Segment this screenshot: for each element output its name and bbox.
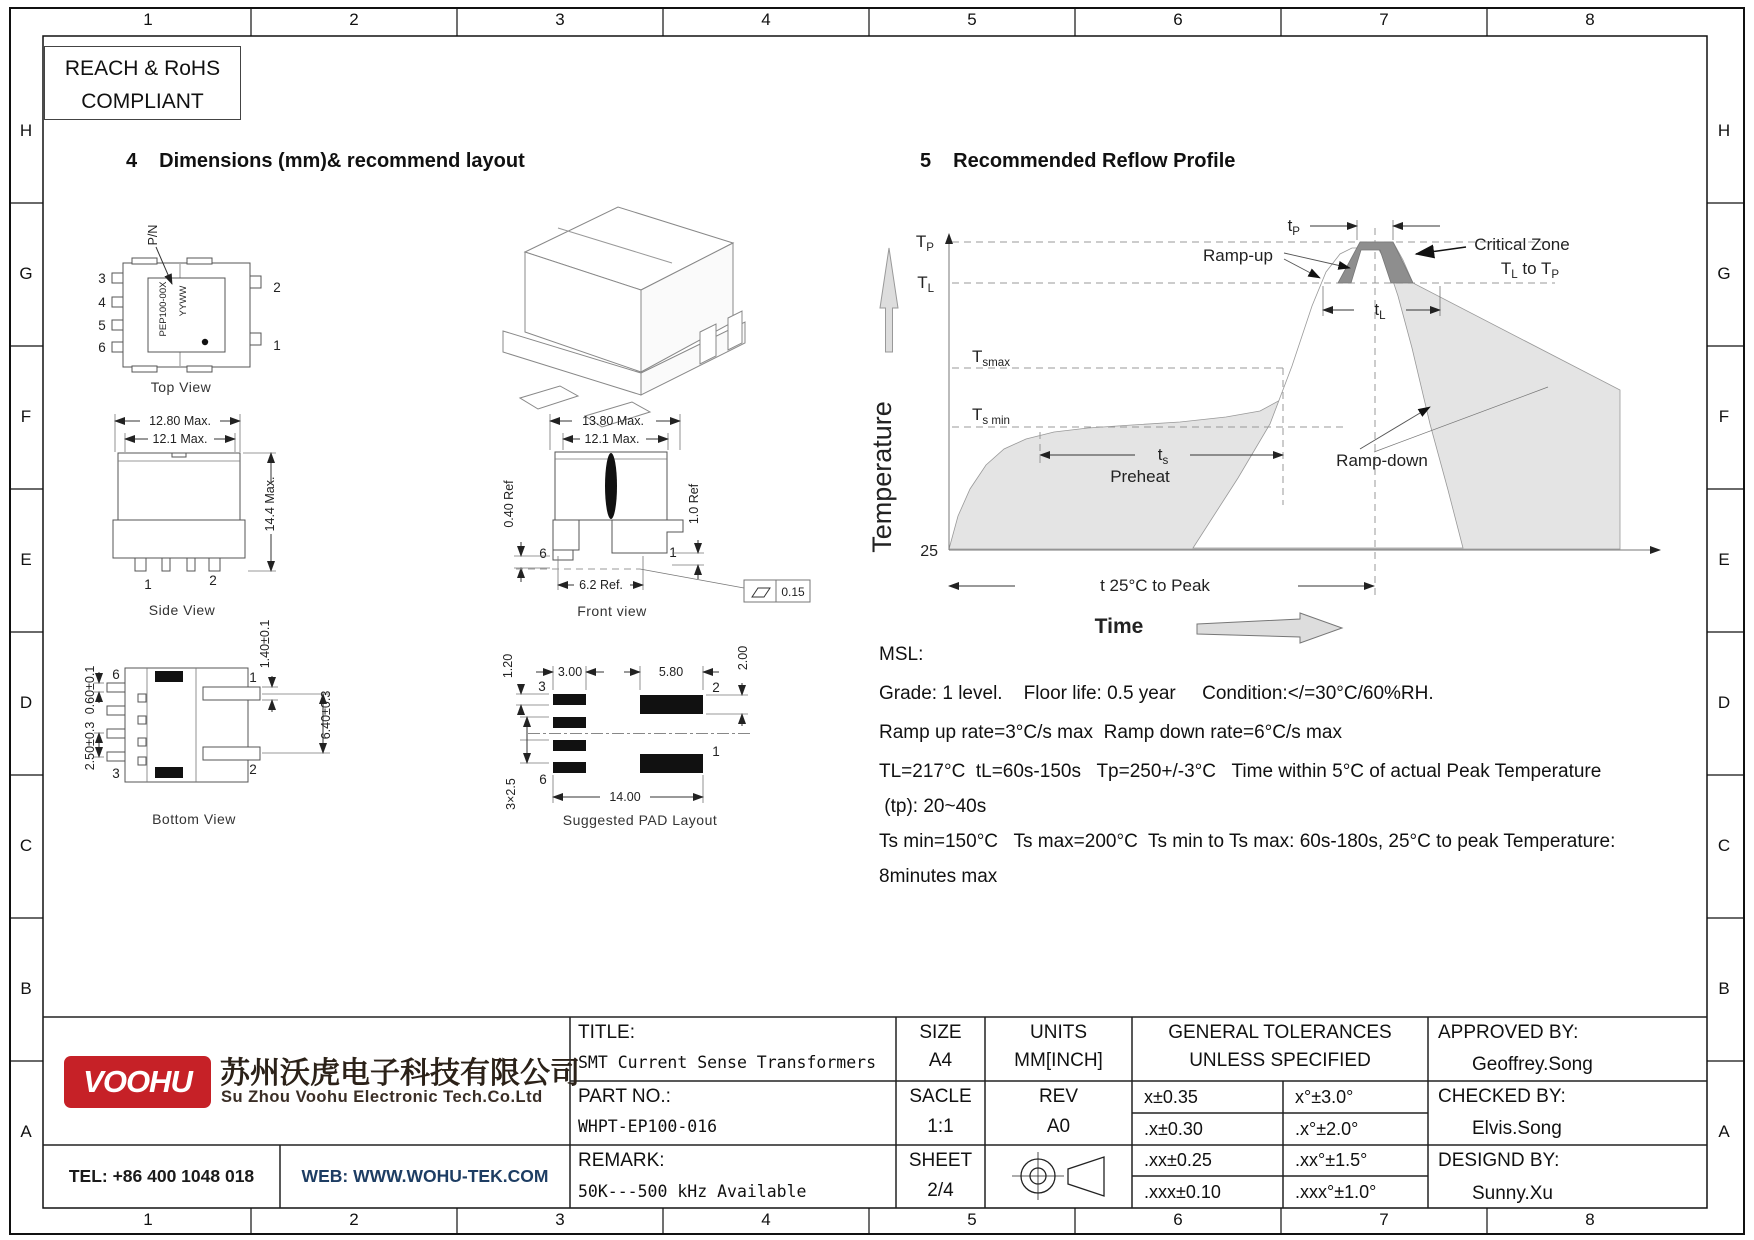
grid-col-label: 2 xyxy=(349,10,359,29)
grid-col-label: 2 xyxy=(349,1210,359,1229)
pad-layout-dim: 14.00 xyxy=(609,790,641,804)
grid-row-label: B xyxy=(20,979,32,998)
front-view-dim: 12.1 Max. xyxy=(584,432,640,446)
pad-layout-dim: 5.80 xyxy=(658,665,684,679)
remark-label: REMARK: xyxy=(578,1150,665,1171)
grid-row-label: A xyxy=(1718,1122,1730,1141)
msl-line: 8minutes max xyxy=(879,866,998,887)
reflow-profile-chart xyxy=(867,216,1660,643)
y-level-tsmin: $T_{s min}$ xyxy=(972,405,1010,427)
grid-row-label: E xyxy=(20,550,32,569)
front-view-caption: Front view xyxy=(577,603,647,619)
grid-row-label: C xyxy=(1717,836,1731,855)
bottom-view-dim: 2.50±0.3 xyxy=(83,721,97,771)
top-view-drawing xyxy=(98,225,281,395)
pad-layout-pin-label: 3 xyxy=(538,679,546,694)
bottom-view-dim: 1.40±0.1 xyxy=(258,619,272,669)
grid-col-label: 6 xyxy=(1173,10,1183,29)
compliance-line2: COMPLIANT xyxy=(81,89,204,113)
bottom-view-pin-label: 1 xyxy=(249,670,257,685)
grid-row-label: D xyxy=(1717,693,1731,712)
top-view-pin-label: 3 xyxy=(98,271,106,286)
section-title: Recommended Reflow Profile xyxy=(953,150,1236,172)
front-view-dim: 1.0 Ref xyxy=(687,483,701,525)
bottom-view-dim: 6.40±0.3 xyxy=(319,690,333,740)
rev-label: REV xyxy=(1038,1086,1079,1107)
pad-layout-caption: Suggested PAD Layout xyxy=(562,812,718,828)
bottom-view-dim: 0.60±0.1 xyxy=(83,665,97,715)
tolerance-cell: .xx±0.25 xyxy=(1144,1150,1212,1170)
bottom-view-drawing xyxy=(83,620,333,827)
t25-to-peak-label: t 25°C to Peak xyxy=(1100,576,1210,595)
grid-row-label: H xyxy=(1717,121,1731,140)
msl-line: Ts min=150°C Ts max=200°C Ts min to Ts max: 60s-180s, 25°C to peak Temperature: xyxy=(879,831,1616,852)
x-axis-title: Time xyxy=(1094,615,1144,638)
company-logo xyxy=(64,1056,211,1108)
front-view-dim: 13.80 Max. xyxy=(582,414,644,428)
grid-col-label: 3 xyxy=(555,1210,565,1229)
section-number: 5 xyxy=(920,150,932,172)
pad-layout-dim: 3.00 xyxy=(557,665,583,679)
temperature-axis-arrow-icon xyxy=(880,248,898,352)
tolerance-cell: .xxx±0.10 xyxy=(1144,1182,1221,1202)
origin-label: 25 xyxy=(920,543,938,560)
section-title: Dimensions (mm)& recommend layout xyxy=(159,150,525,172)
msl-line: MSL: xyxy=(879,644,924,665)
projection-symbol-icon xyxy=(1012,1152,1104,1200)
winding-gap xyxy=(605,453,617,519)
compliance-badge xyxy=(44,46,241,120)
designed-by-label: DESIGND BY: xyxy=(1438,1150,1560,1171)
side-view-dim: 12.80 Max. xyxy=(149,414,211,428)
bottom-view-pin-label: 3 xyxy=(112,766,120,781)
preheat-label: Preheat xyxy=(1110,467,1170,486)
pad-layout-pin-label: 1 xyxy=(712,744,720,759)
grid-row-label: D xyxy=(19,693,33,712)
top-view-pin-label: 5 xyxy=(98,318,106,333)
sheet-label: SHEET xyxy=(908,1150,973,1171)
msl-line: (tp): 20~40s xyxy=(879,796,987,817)
front-view-pin-label: 1 xyxy=(669,545,677,560)
checked-by-value: Elvis.Song xyxy=(1472,1118,1562,1139)
grid-row-label: F xyxy=(1718,407,1730,426)
side-view-dim: 12.1 Max. xyxy=(152,432,208,446)
coplanarity-value: 0.15 xyxy=(781,585,805,599)
grid-col-label: 7 xyxy=(1379,10,1389,29)
top-view-pin-label: 4 xyxy=(98,295,106,310)
grid-col-label: 4 xyxy=(761,1210,771,1229)
company-name-cn: 苏州沃虎电子科技有限公司 xyxy=(220,1057,580,1090)
pn-callout-label: P/N xyxy=(146,224,160,246)
scale-label: SACLE xyxy=(909,1086,972,1107)
grid-row-label: H xyxy=(19,121,33,140)
tolerances-header-line1: GENERAL TOLERANCES xyxy=(1168,1022,1392,1043)
msl-line: Grade: 1 level. Floor life: 0.5 year Condition:</=30°C/60%RH. xyxy=(879,683,1434,704)
isometric-view-drawing xyxy=(503,207,745,427)
rev-value: A0 xyxy=(1046,1116,1071,1137)
dim-ts: $t_s$ xyxy=(1157,445,1169,467)
critical-zone-label-line1: Critical Zone xyxy=(1474,235,1570,254)
front-view-pin-label: 6 xyxy=(539,546,547,561)
title-value: SMT Current Sense Transformers xyxy=(578,1053,877,1072)
top-view-pin-label: 2 xyxy=(273,280,281,295)
grid-row-label: G xyxy=(19,264,33,283)
grid-col-label: 8 xyxy=(1585,10,1595,29)
front-view-drawing xyxy=(502,414,810,619)
pin1-indicator-dot xyxy=(202,339,208,345)
top-view-pin-label: 1 xyxy=(273,338,281,353)
grid-col-label: 7 xyxy=(1379,1210,1389,1229)
ramp-up-label: Ramp-up xyxy=(1203,246,1273,265)
msl-line: Ramp up rate=3°C/s max Ramp down rate=6°C/s max xyxy=(879,722,1342,743)
scale-value: 1:1 xyxy=(927,1116,954,1137)
pad-layout-pin-label: 2 xyxy=(712,680,720,695)
part-marking: PEP100-00X xyxy=(158,281,169,337)
dim-tp: $t_P$ xyxy=(1287,216,1300,238)
critical-zone-label-line2: $T_L$ to $T_P$ xyxy=(1500,259,1560,281)
pad-layout-dim: 1.20 xyxy=(501,653,515,679)
pad-layout-drawing xyxy=(501,646,752,828)
grid-row-label: G xyxy=(1717,264,1731,283)
grid-row-label: F xyxy=(20,407,32,426)
tolerance-cell: .x±0.30 xyxy=(1144,1119,1203,1139)
size-value: A4 xyxy=(928,1050,953,1071)
grid-row-label: E xyxy=(1718,550,1730,569)
y-level-tl: $T_L$ xyxy=(917,273,934,295)
side-view-pin-label: 2 xyxy=(209,573,217,588)
size-label: SIZE xyxy=(919,1022,962,1043)
top-view-caption: Top View xyxy=(150,379,212,395)
coplanarity-callout xyxy=(744,580,810,602)
section-number: 4 xyxy=(126,150,138,172)
dim-tl: $t_L$ xyxy=(1374,300,1386,322)
tolerance-cell: .xxx°±1.0° xyxy=(1295,1182,1377,1202)
remark-value: 50K---500 kHz Available xyxy=(578,1182,807,1201)
tolerance-cell: .xx°±1.5° xyxy=(1295,1150,1368,1170)
designed-by-value: Sunny.Xu xyxy=(1472,1183,1553,1204)
side-view-pin-label: 1 xyxy=(144,577,152,592)
approved-by-value: Geoffrey.Song xyxy=(1472,1054,1593,1075)
grid-row-label: A xyxy=(20,1122,32,1141)
pad-layout-pin-label: 6 xyxy=(539,772,547,787)
top-view-pin-label: 6 xyxy=(98,340,106,355)
grid-col-label: 6 xyxy=(1173,1210,1183,1229)
grid-col-label: 1 xyxy=(143,10,153,29)
units-label: UNITS xyxy=(1030,1022,1087,1043)
side-view-dim: 14.4 Max. xyxy=(263,476,277,532)
tolerance-cell: x°±3.0° xyxy=(1295,1087,1354,1107)
company-tel: TEL: +86 400 1048 018 xyxy=(68,1166,255,1186)
time-axis-arrow-icon xyxy=(1197,613,1342,643)
section-heading-dimensions xyxy=(126,150,525,173)
compliance-line1: REACH & RoHS xyxy=(64,57,221,80)
grid-row-label: C xyxy=(19,836,33,855)
grid-col-label: 4 xyxy=(761,10,771,29)
grid-row-label: B xyxy=(1718,979,1730,998)
y-axis-title: Temperature xyxy=(867,401,897,553)
tolerance-cell: .x°±2.0° xyxy=(1295,1119,1359,1139)
company-logo-text: VOOHU xyxy=(83,1064,192,1099)
units-value: MM[INCH] xyxy=(1014,1050,1103,1071)
grid-col-label: 1 xyxy=(143,1210,153,1229)
ramp-down-label: Ramp-down xyxy=(1336,451,1428,470)
checked-by-label: CHECKED BY: xyxy=(1438,1086,1566,1107)
front-view-dim: 6.2 Ref. xyxy=(579,578,623,592)
grid-col-label: 3 xyxy=(555,10,565,29)
side-view-caption: Side View xyxy=(148,602,216,618)
grid-col-label: 5 xyxy=(967,10,977,29)
pad-layout-dim: 3×2.5 xyxy=(504,778,518,810)
grid-col-label: 5 xyxy=(967,1210,977,1229)
bottom-view-pin-label: 2 xyxy=(249,762,257,777)
datecode-marking: YYWW xyxy=(178,285,189,317)
title-label: TITLE: xyxy=(578,1022,636,1043)
grid-col-label: 8 xyxy=(1585,1210,1595,1229)
company-name-en: Su Zhou Voohu Electronic Tech.Co.Ltd xyxy=(221,1088,543,1106)
approved-by-label: APPROVED BY: xyxy=(1438,1022,1579,1043)
pad-layout-dim: 2.00 xyxy=(736,645,750,671)
front-view-dim: 0.40 Ref xyxy=(502,480,516,528)
part-no-label: PART NO.: xyxy=(578,1086,671,1107)
part-no-value: WHPT-EP100-016 xyxy=(578,1117,718,1136)
bottom-view-pin-label: 6 xyxy=(112,667,120,682)
section-heading-reflow xyxy=(920,150,1235,173)
sheet-value: 2/4 xyxy=(927,1180,954,1201)
msl-line: TL=217°C tL=60s-150s Tp=250+/-3°C Time within 5°C of actual Peak Temperature xyxy=(879,761,1602,782)
company-web-link[interactable]: WEB: WWW.WOHU-TEK.COM xyxy=(301,1166,549,1186)
bottom-view-caption: Bottom View xyxy=(152,811,236,827)
tolerance-cell: x±0.35 xyxy=(1144,1087,1198,1107)
tolerances-header-line2: UNLESS SPECIFIED xyxy=(1189,1050,1371,1071)
side-view-drawing xyxy=(113,414,277,618)
y-level-tsmax: $T_{smax}$ xyxy=(972,347,1010,369)
y-level-tp: $T_P$ xyxy=(915,232,934,254)
